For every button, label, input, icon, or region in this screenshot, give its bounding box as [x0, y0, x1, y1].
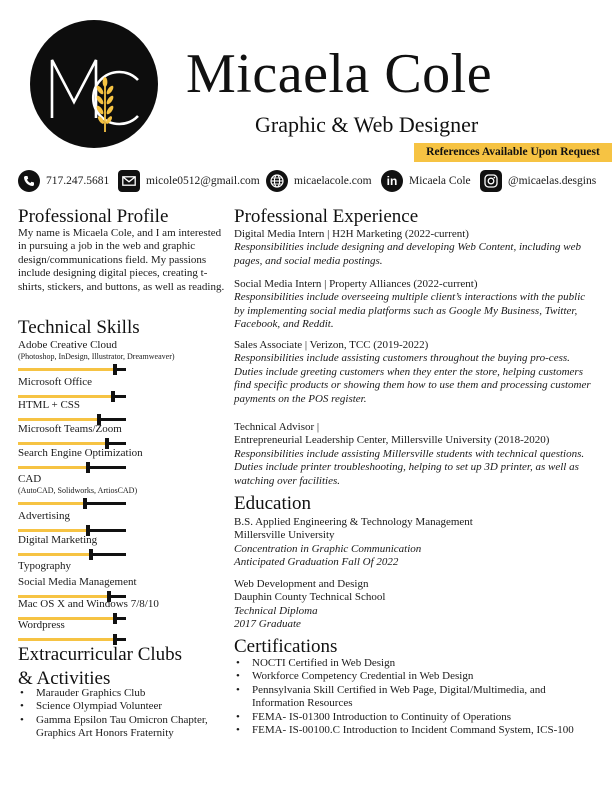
skill-label: Adobe Creative Cloud [18, 339, 117, 351]
education-detail: Anticipated Graduation Fall Of 2022 [234, 556, 399, 569]
list-item: • FEMA- IS-00100.C Introduction to Incident Command System, ICS-100 [234, 724, 594, 737]
list-item: • Pennsylvania Skill Certified in Web Page, Digital/Multimedia, and Information Resources [234, 684, 594, 711]
skill-item [18, 534, 218, 560]
skill-meter-knob [113, 364, 117, 375]
skill-item [18, 510, 218, 536]
skill-meter [18, 548, 126, 560]
school: Dauphin County Technical School [234, 591, 386, 604]
references-banner: References Available Upon Request [414, 143, 612, 162]
skill-label: Social Media Management [18, 576, 137, 588]
job-title-line: Sales Associate | Verizon, TCC (2019-2022) [234, 339, 429, 351]
skill-label: Advertising [18, 510, 70, 522]
degree: B.S. Applied Engineering & Technology Management [234, 516, 473, 528]
education-heading: Education [234, 493, 312, 514]
linkedin-name: Micaela Cole [409, 175, 471, 187]
clubs-list [18, 687, 228, 741]
job-description: Responsibilities include assisting Millersville students with technical questions. Duties include printer troubleshooting, helping to set up 3D printer, as well as watching over facilities. [234, 447, 585, 487]
linkedin-icon: in [381, 170, 403, 192]
skill-meter [18, 363, 126, 375]
list-item: • FEMA- IS-01300 Introduction to Continuity of Operations [234, 711, 594, 724]
experience-heading: Professional Experience [234, 206, 419, 227]
skill-sublabel: (AutoCAD, Solidworks, ArtiosCAD) [18, 486, 138, 495]
school: Millersville University [234, 529, 335, 542]
job-title-line: Technical Advisor | [234, 421, 320, 433]
profile-text: My name is Micaela Cole, and I am interested in pursuing a job in the web and graphic design/communications field. My passions include designing digital pieces, creating t-shirts, stickers, and buttons, as well as reading. [18, 227, 225, 293]
website-url: micaelacole.com [294, 175, 372, 187]
list-item: • Gamma Epsilon Tau Omicron Chapter, Graphics Art Honors Fraternity [18, 714, 228, 741]
job-entry [234, 339, 594, 406]
clubs-heading: Extracurricular Clubs [18, 644, 183, 665]
skill-meter [18, 497, 126, 509]
skill-label: Microsoft Office [18, 376, 93, 388]
skill-meter-knob [83, 498, 87, 509]
skill-item [18, 339, 218, 375]
monogram-logo [30, 20, 158, 148]
skill-item [18, 619, 218, 645]
education-detail: Technical Diploma [234, 604, 318, 617]
list-item: • NOCTI Certified in Web Design [234, 657, 594, 670]
job-description: Responsibilities include designing and developing Web Content, including web pages, and social media postings. [234, 241, 581, 267]
instagram-handle: @micaelas.desgins [508, 175, 597, 187]
certifications-heading: Certifications [234, 636, 338, 657]
clubs-heading-line2: & Activities [18, 668, 111, 689]
skill-item [18, 399, 218, 425]
skill-item [18, 560, 218, 573]
skill-meter [18, 461, 126, 473]
education-detail: Concentration in Graphic Communication [234, 542, 422, 555]
skill-sublabel: (Photoshop, InDesign, Illustrator, Dreamweaver) [18, 352, 175, 361]
contact-email[interactable] [118, 168, 260, 194]
globe-icon [266, 170, 288, 192]
certifications-list [234, 657, 594, 737]
contact-linkedin[interactable] [381, 168, 471, 194]
skill-label: CAD [18, 473, 42, 485]
list-item: • Science Olympiad Volunteer [18, 700, 228, 713]
skills-heading: Technical Skills [18, 317, 140, 338]
skill-item [18, 473, 218, 509]
skill-label: Wordpress [18, 619, 65, 631]
skill-label: Mac OS X and Windows 7/8/10 [18, 598, 159, 610]
education-detail: 2017 Graduate [234, 618, 301, 631]
job-entry [234, 228, 594, 268]
skill-label: HTML + CSS [18, 399, 81, 411]
skill-label: Digital Marketing [18, 534, 98, 546]
profile-heading: Professional Profile [18, 206, 169, 227]
skill-meter-knob [89, 549, 93, 560]
candidate-name: Micaela Cole [186, 43, 493, 105]
phone-number: 717.247.5681 [46, 175, 110, 187]
skill-item [18, 447, 218, 473]
contact-phone[interactable] [18, 168, 109, 194]
envelope-icon [118, 170, 140, 192]
skill-label: Typography [18, 560, 71, 572]
job-title: Graphic & Web Designer [255, 112, 479, 137]
job-title-line-2: Entrepreneurial Leadership Center, Millersville University (2018-2020) [234, 434, 550, 447]
list-item: • Marauder Graphics Club [18, 687, 228, 700]
email-address: micole0512@gmail.com [146, 175, 260, 187]
skill-item [18, 423, 218, 449]
job-entry [234, 421, 594, 488]
job-title-line: Social Media Intern | Property Alliances (2022-current) [234, 278, 478, 290]
education-entry [234, 516, 594, 570]
job-entry [234, 278, 594, 332]
skill-label: Microsoft Teams/Zoom [18, 423, 122, 435]
phone-icon [18, 170, 40, 192]
job-description: Responsibilities include assisting customers throughout the buying pro-cess. Duties include greeting customers when they enter the store, helping customers find specific products or showing them how to use them and processing customer payments on the POS register. [234, 352, 591, 405]
skill-label: Search Engine Optimization [18, 447, 143, 459]
monogram-mark [30, 20, 158, 148]
instagram-icon [480, 170, 502, 192]
contact-instagram[interactable] [480, 168, 596, 194]
education-entry [234, 578, 594, 632]
contact-website[interactable] [266, 168, 372, 194]
list-item: • Workforce Competency Credential in Web Design [234, 670, 594, 683]
job-title-line: Digital Media Intern | H2H Marketing (2022-current) [234, 228, 469, 240]
skill-meter-knob [86, 462, 90, 473]
degree: Web Development and Design [234, 578, 369, 590]
job-description: Responsibilities include overseeing multiple client’s interactions with the public by implementing social media platforms such as Google My Business, Twitter, Facebook, and Reddit. [234, 291, 586, 331]
